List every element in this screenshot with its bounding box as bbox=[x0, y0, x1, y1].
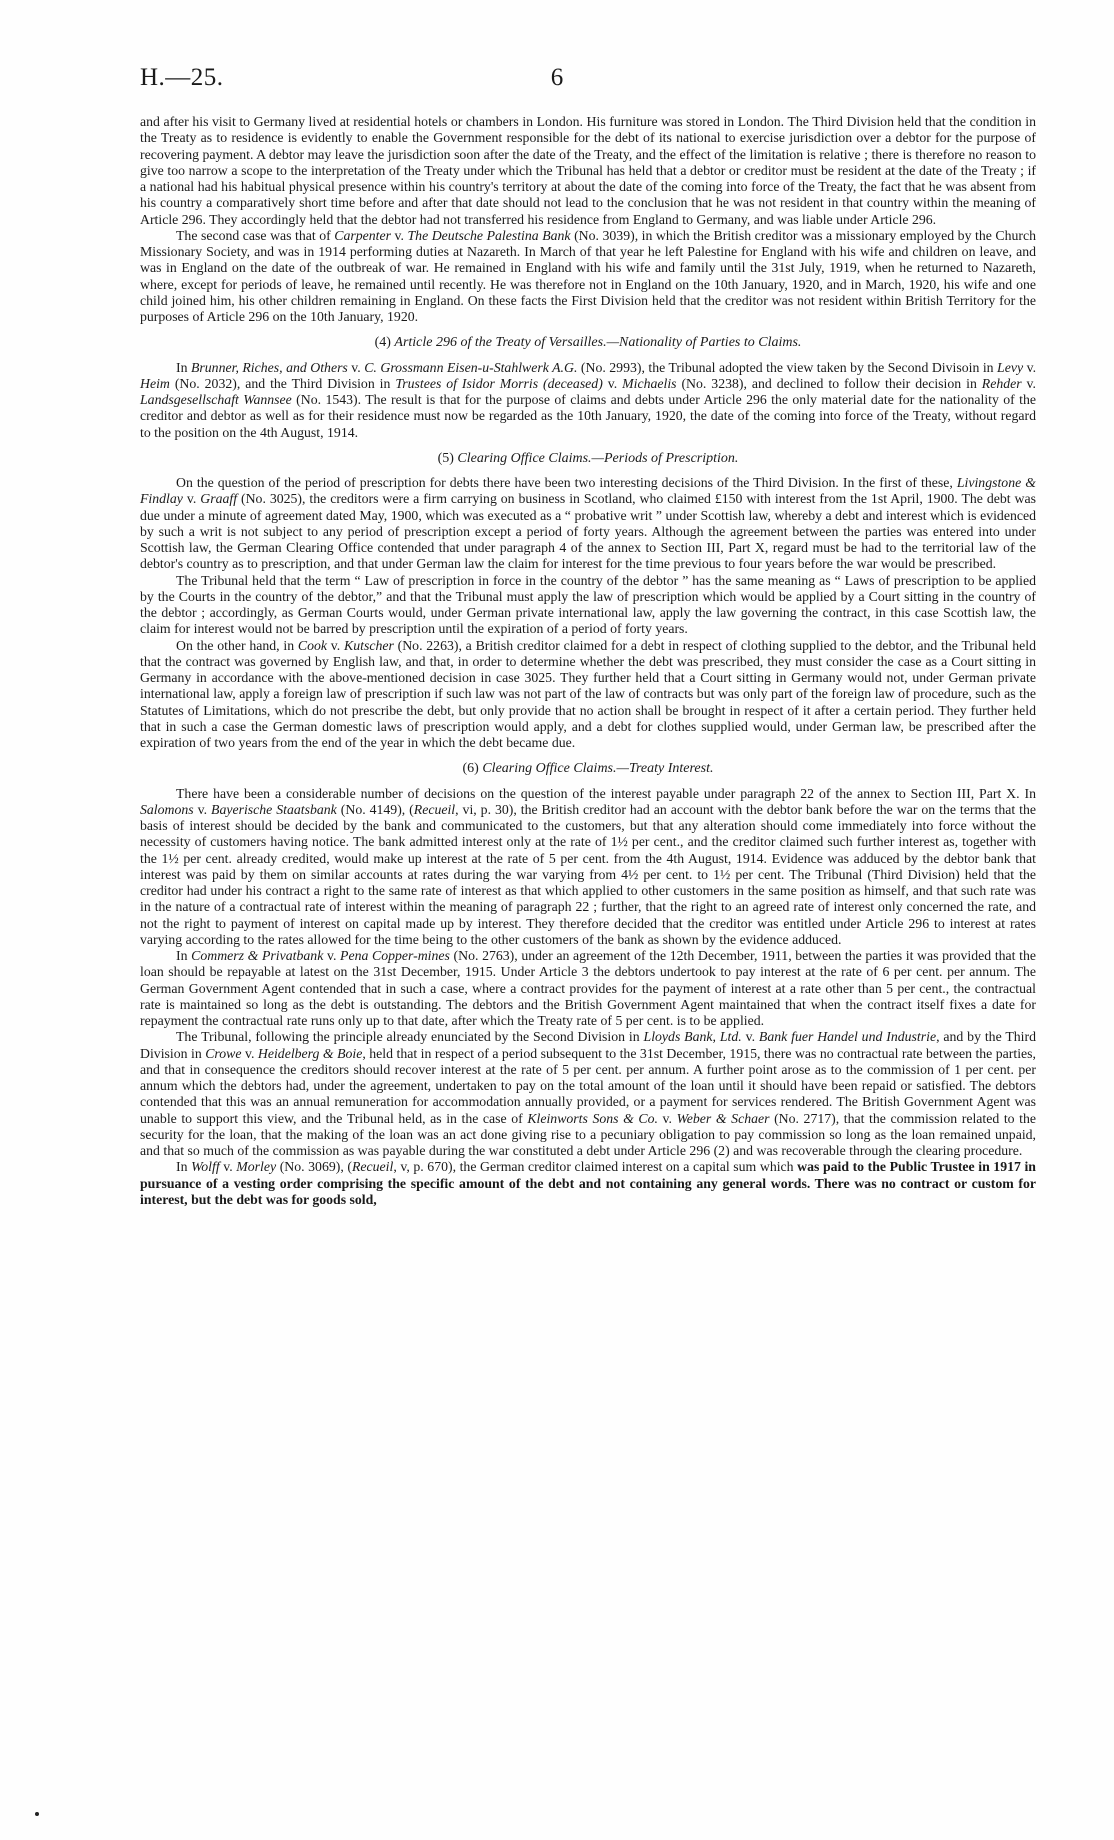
margin-mark bbox=[35, 1812, 39, 1816]
case-name: Commerz & Privatbank bbox=[191, 948, 324, 963]
case-name: Michaelis bbox=[622, 375, 677, 391]
case-name: Recueil bbox=[351, 1159, 394, 1175]
text-run: v. bbox=[182, 491, 201, 507]
section-number: (5) bbox=[437, 450, 454, 466]
text-run: In bbox=[176, 359, 191, 375]
case-name: Lloyds Bank, Ltd. bbox=[643, 1029, 742, 1045]
case-name: Cook bbox=[297, 637, 328, 653]
text-run: In bbox=[176, 948, 192, 963]
case-name: Morley bbox=[236, 1159, 277, 1175]
case-name: Brunner, Riches, and Others bbox=[190, 359, 348, 375]
text-run: On the other hand, in bbox=[176, 637, 298, 653]
text-run: , and by the Third Division in bbox=[140, 1029, 1036, 1061]
text-run: On the question of the period of prescription for debts there have been two interesting decisions of the Third Division. In the first of these, bbox=[176, 475, 957, 490]
case-name: Bank fuer Handel und Industrie bbox=[758, 1029, 937, 1045]
text-run: v. bbox=[327, 637, 345, 653]
text-run: v. bbox=[347, 359, 365, 375]
case-name: C. Grossmann Eisen-u-Stahlwerk A.G. bbox=[364, 359, 578, 375]
text-run: There have been a considerable number of decisions on the question of the interest payable under paragraph 22 of the annex to Section III, Part X. In bbox=[176, 785, 1036, 801]
case-name: Crowe bbox=[205, 1045, 242, 1061]
text-run: v. bbox=[323, 948, 341, 963]
case-name: Heim bbox=[140, 375, 170, 391]
text-run: (No. 2032), and the Third Division in bbox=[169, 375, 396, 391]
case-name: Kleinworts Sons & Co. bbox=[527, 1110, 658, 1126]
case-name: Heidelberg & Boie bbox=[257, 1045, 363, 1061]
text-run: v. bbox=[219, 1159, 237, 1175]
case-name: Kutscher bbox=[344, 637, 394, 653]
case-name: Carpenter bbox=[334, 227, 391, 243]
paragraph bbox=[140, 228, 1036, 326]
paragraph bbox=[140, 114, 1036, 228]
section-heading bbox=[140, 451, 1036, 467]
paragraph bbox=[140, 360, 1036, 441]
text-run: v. bbox=[1021, 375, 1037, 391]
text-run: v. bbox=[241, 1045, 258, 1061]
text-run: (No. 2993), the Tribunal adopted the view taken by the Second Divisoin in bbox=[577, 359, 998, 375]
paragraph bbox=[140, 573, 1036, 638]
text-run: (No. 3039), in which the British creditor was a missionary employed by the Church Missionary Society, and was in 1914 performing duties at Nazareth. In March of that year he left Palestine for England with his wife and children on leave, and was in England on the date of the outbreak of war. He remained in England with his wife and family until the 31st July, 1919, when he returned to Nazareth, where, except for periods of leave, he remained until recently. He was therefore not in England on the 10th January, 1920, and in March, 1920, his wife and one child joined him, his other children remaining in England. On these facts the First Division held that the creditor was not resident within British Territory for the purposes of Article 296 on the 10th January, 1920. bbox=[140, 227, 1036, 324]
document-reference: H.—25. bbox=[140, 64, 224, 91]
text-run: v. bbox=[193, 801, 212, 817]
text-run: (No. 2717), that the commission related to the security for the loan, that the making of the loan was an act done giving rise to a pecuniary obligation to pay commission so long as the loan remained unpaid, and that so much of the commission as was payable during the war constituted a debt under Article 296 (2) and was recoverable through the clearing procedure. bbox=[140, 1110, 1036, 1158]
paragraph bbox=[140, 638, 1036, 752]
text-run: (No. 2263), a British creditor claimed for a debt in respect of clothing supplied to the debtor, and the Tribunal held that the contract was governed by English law, and that, in order to determine whether the debt was prescribed, they must consider the case as a Court sitting in Germany in accordance with the above-mentioned decision in case 3025. They further held that a Court sitting in Germany would not, under German private international law, apply a foreign law of prescription if such law was not part of the law of contracts but was only part of the foreign law of procedure, such as the Statutes of Limitations, which do not prescribe the debt, but only provide that no action shall be brought in respect of it after a certain period. They further held that in such a case the German domestic laws of prescription would apply, and a debt for clothes supplied would, under German law, be prescribed after the expiration of two years from the end of the year in which the debt became due. bbox=[140, 637, 1036, 750]
case-name: Pena Copper-mines bbox=[340, 948, 450, 963]
section-heading bbox=[140, 761, 1036, 777]
paragraph bbox=[140, 1029, 1036, 1159]
text-run: In bbox=[176, 1159, 192, 1175]
text-run: (No. 3025), the creditors were a firm carrying on business in Scotland, who claimed £150 with interest from the 1st April, 1900. The debt was due under a minute of agreement dated May, 1900, which was executed as a “ probative writ ” under Scottish law, whereby a debt and interest which is evidenced by such a writ is not subject to any period of prescription except a period of forty years. Although the agreement between the parties was entered into under Scottish law, the German Clearing Office contended that under paragraph 4 of the annex to Section III, Part X, regard must be had to the territorial law of the debtor's country as to prescription, and that under German law the claim for interest for the time previous to four years before the war would be prescribed. bbox=[140, 491, 1036, 572]
section-number: (4) bbox=[374, 335, 391, 351]
text-run: was paid to the Public Trustee in 1917 in pursuance of a vesting order comprising the specific amount of the debt and not containing any general words. There was no contract or custom for interest, but the debt was for goods sold, bbox=[140, 1159, 1036, 1207]
case-name: Wolff bbox=[191, 1159, 220, 1175]
text-run: v. bbox=[391, 227, 408, 243]
text-run: The Tribunal, following the principle already enunciated by the Second Division in bbox=[176, 1029, 644, 1045]
text-run: v. bbox=[1023, 359, 1037, 375]
case-name: Landsgesellschaft Wannsee bbox=[140, 392, 292, 407]
text-run: , v, p. 670), the German creditor claimed interest on a capital sum which bbox=[393, 1159, 798, 1175]
text-run: (No. 4149), ( bbox=[336, 801, 414, 817]
case-name: Levy bbox=[997, 359, 1024, 375]
paragraph bbox=[140, 475, 1036, 573]
paragraph bbox=[140, 948, 1036, 1029]
section-number: (6) bbox=[462, 761, 479, 777]
text-run: (No. 3069), ( bbox=[276, 1159, 352, 1175]
case-name: Bayerische Staatsbank bbox=[211, 801, 337, 817]
case-name: Rehder bbox=[981, 375, 1022, 391]
case-name: Graaff bbox=[200, 491, 238, 507]
case-name: The Deutsche Palestina Bank bbox=[407, 227, 571, 243]
text-run: (No. 3238), and declined to follow their decision in bbox=[676, 375, 982, 391]
section-title: Clearing Office Claims.—Periods of Prescription. bbox=[457, 450, 739, 466]
text-run: , held that in respect of a period subsequent to the 31st December, 1915, there was no contractual rate between the parties, and that in consequence the creditors should recover interest at the rate of 5 per cent. per annum. A further point arose as to the commission of 1 per cent. per annum which the debtors had, under the agreement, undertaken to pay on the total amount of the loan until it should have been repaid or satisfied. The debtors contended that this was an annual remuneration for accommodation annually provided, or a payment for services rendered. The British Government Agent was unable to support this view, and the Tribunal held, as in the case of bbox=[140, 1045, 1036, 1126]
paragraph bbox=[140, 786, 1036, 949]
text-run: (No. 2763), under an agreement of the 12th December, 1911, between the parties it was provided that the loan should be repayable at latest on the 31st December, 1915. Under Article 3 the debtors undertook to pay interest at the rate of 6 per cent. per annum. The German Government Agent contended that in such a case, where a contract provides for the payment of interest at a rate other than 5 per cent., the contractual rate is maintained so long as the debt is outstanding. The debtors and the British Government Agent maintained that when the contract itself fixes a date for repayment the contractual rate runs only up to that date, after which the Treaty rate of 5 per cent. is to be applied. bbox=[140, 948, 1036, 1028]
case-name: Trustees of Isidor Morris (deceased) bbox=[395, 375, 603, 391]
text-run: and after his visit to Germany lived at residential hotels or chambers in London. His furniture was stored in London. The Third Division held that the condition in the Treaty as to residence is evidently to enable the Government responsible for the debt of its national to exercise jurisdiction over a debtor for the purpose of recovering payment. A debtor may leave the jurisdiction soon after the date of the Treaty, and the effect of the limitation is relative ; there is therefore no reason to give too narrow a scope to the interpretation of the Treaty under which the Tribunal has held that a debtor or creditor must be resident at the date of the Treaty ; if a national had his habitual physical presence within his country's territory at about the date of the coming into force of the Treaty, the fact that he was absent from his country a comparatively short time before and after that date should not lead to the conclusion that he was not resident in that country within the meaning of Article 296. They accordingly held that the debtor had not transferred his residence from England to Germany, and was liable under Article 296. bbox=[140, 114, 1036, 227]
paragraph bbox=[140, 1159, 1036, 1208]
section-title: Article 296 of the Treaty of Versailles.—Nationality of Parties to Claims. bbox=[394, 335, 802, 351]
text-run: v. bbox=[657, 1110, 677, 1126]
document-body bbox=[140, 114, 1036, 1208]
text-run: v. bbox=[602, 375, 623, 391]
text-run: The Tribunal held that the term “ Law of prescription in force in the country of the debtor ” has the same meaning as “ Laws of prescription to be applied by the Courts in the country of the debtor,” and that the Tribunal must apply the law of prescription which would be applied by a Court sitting in the country of the debtor ; accordingly, as German Courts would, under German private international law, apply the law governing the contract, in this case Scottish law, the claim for interest would not be barred by prescription until the expiration of a period of forty years. bbox=[140, 572, 1036, 637]
case-name: Salomons bbox=[140, 801, 194, 817]
text-run: The second case was that of bbox=[176, 227, 335, 243]
text-run: v. bbox=[741, 1029, 759, 1045]
text-run: , vi, p. 30), the British creditor had an account with the debtor bank before the war on the terms that the basis of interest should be decided by the bank and communicated to the customers, but that any alteration should come immediately into force without the necessity of customers having notice. The bank admitted interest only at the rate of 1½ per cent., and the creditor claimed such further interest as, together with the 1½ per cent. already credited, would make up interest at the rate of 5 per cent. from the 4th August, 1914. Evidence was adduced by the debtor bank that interest was paid by them on similar accounts at rates during the war varying from 4½ per cent. to 1½ per cent. The Tribunal (Third Division) held that the creditor had under his contract a right to the same rate of interest as that which applied to other customers in the same position as himself, and that such rate was in the nature of a contractual rate of interest within the meaning of paragraph 22 ; further, that the right to an agreed rate of interest only concerned the rate, and not the right to payment of interest on capital made up by interest. They therefore decided that the creditor was entitled under Article 296 to interest at rates varying according to the rates allowed for the time being to the other customers of the bank as shown by the evidence adduced. bbox=[140, 801, 1036, 947]
section-heading bbox=[140, 335, 1036, 351]
case-name: Weber & Schaer bbox=[676, 1110, 770, 1126]
text-run: (No. 1543). The result is that for the purpose of claims and debts under Article 296 the only material date for the nationality of the creditor and debtor as well as for their residence must now be regarded as the 10th January, 1920, the date of the coming into force of the Treaty, without regard to the position on the 4th August, 1914. bbox=[140, 392, 1036, 440]
case-name: Recueil bbox=[413, 801, 456, 817]
case-name: Livingstone & Findlay bbox=[140, 475, 1036, 507]
section-title: Clearing Office Claims.—Treaty Interest. bbox=[482, 761, 714, 777]
page-number: 6 bbox=[550, 64, 564, 91]
